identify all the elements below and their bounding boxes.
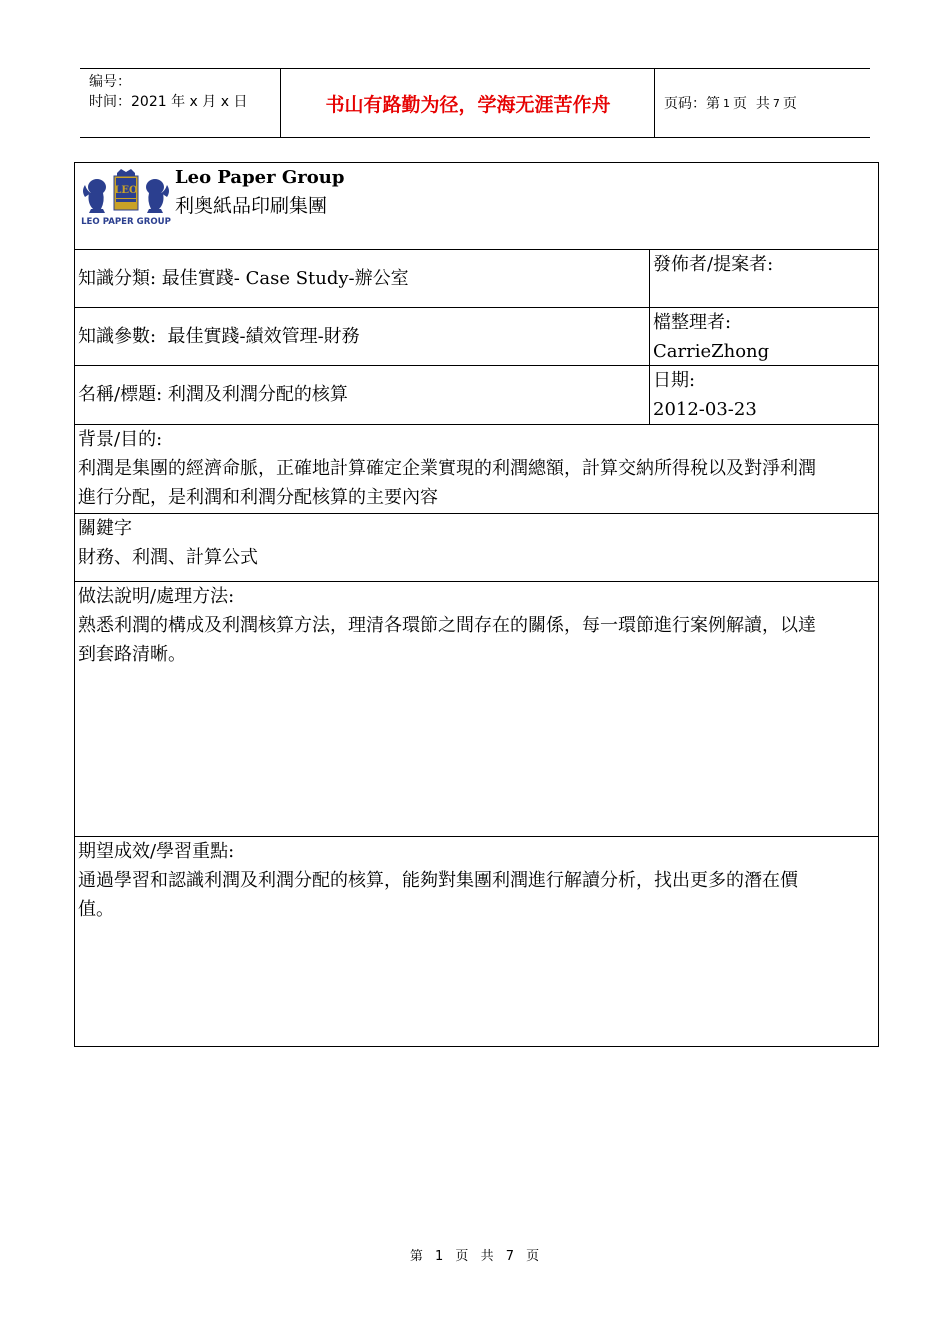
background-text-line1: 利潤是集團的經濟命脈，正確地計算確定企業實現的利潤總額，計算交納所得稅以及對淨利潤 [78,458,816,479]
date-label: 日期: [653,370,696,391]
category-row [75,250,878,308]
expect-text-line2: 值。 [78,899,114,920]
company-row [75,163,878,250]
page-total: 7 [772,96,780,110]
background-section [75,425,878,514]
method-text-line2: 到套路清晰。 [78,644,186,665]
footer-suffix: 页 [526,1249,541,1264]
method-label: 做法說明/處理方法: [78,586,235,607]
page-prefix: 页码：第 [664,96,720,112]
keywords-label: 關鍵字 [78,518,132,539]
page-current: 1 [723,96,730,110]
publisher-label: 發佈者/提案者: [653,254,774,275]
params-row [75,308,878,366]
column-divider [649,250,650,307]
time-label: 时间：2021 年 x 月 x 日 [89,94,248,110]
keywords-section [75,514,878,582]
header-meta [80,69,281,137]
footer-mid1: 页 [455,1249,470,1264]
archiver-value: CarrieZhong [653,341,770,362]
expect-label: 期望成效/學習重點: [78,841,235,862]
title-row [75,366,878,425]
leo-paper-group-logo [79,167,173,227]
background-label: 背景/目的: [78,429,163,450]
number-label: 编号： [89,74,131,90]
footer-prefix: 第 [409,1249,424,1264]
footer-mid2: 共 [480,1249,495,1264]
footer-current: 1 [434,1249,445,1264]
background-text-line2: 進行分配，是利潤和利潤分配核算的主要內容 [78,487,438,508]
keywords-text: 財務、利潤、計算公式 [78,547,258,568]
expect-text-line1: 通過學習和認識利潤及利潤分配的核算，能夠對集團利潤進行解讀分析，找出更多的潛在價 [78,870,798,891]
method-text-line1: 熟悉利潤的構成及利潤核算方法，理清各環節之間存在的關係，每一環節進行案例解讀，以達 [78,615,816,636]
footer-total: 7 [505,1249,515,1264]
expectation-section [75,837,878,1046]
page-suffix: 页 [782,96,797,112]
header-motto: 书山有路勤为径，学海无涯苦作舟 [282,69,655,137]
page-header [80,68,870,138]
column-divider [649,308,650,365]
header-page-info [655,69,870,137]
archiver-label: 檔整理者: [653,312,732,333]
svg-text:LEO: LEO [114,185,138,196]
company-name-zh: 利奥紙品印刷集團 [175,195,328,217]
date-value: 2012-03-23 [653,399,757,420]
knowledge-form [74,162,879,1047]
category-field: 知識分類: 最佳實踐- Case Study-辦公室 [78,268,409,289]
page-footer [0,1245,950,1264]
title-field: 名稱/標題: 利潤及利潤分配的核算 [78,384,348,405]
company-name-en: Leo Paper Group [175,167,345,188]
method-section [75,582,878,837]
params-field: 知識參數: 最佳實踐-績效管理-財務 [78,326,360,347]
page-mid: 页 共 [733,96,770,112]
column-divider [649,366,650,424]
svg-text:LEO PAPER GROUP: LEO PAPER GROUP [81,217,171,227]
